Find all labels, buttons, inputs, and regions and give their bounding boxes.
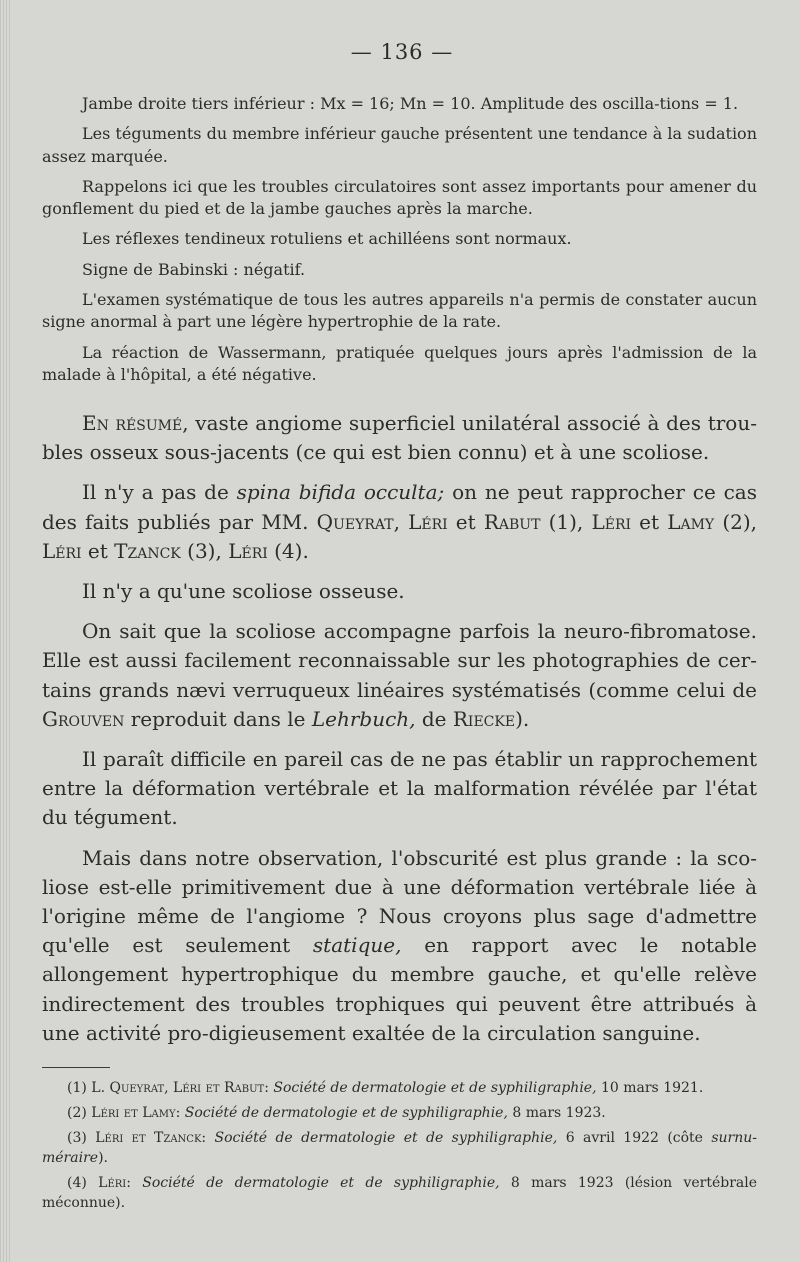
text-run: (2), [714,509,758,534]
page-number: — 136 — [350,40,454,64]
footnotes [42,1078,757,1218]
footnote-date: 8 mars 1923. [507,1105,606,1121]
footnote-number: (2) [67,1105,92,1121]
footnote-separator [42,1067,110,1068]
paragraph-oscillations: Jambe droite tiers inférieur : Mx = 16; Mn = 10. Amplitude des oscilla-tions = 1. [82,94,739,113]
italic-term: Lehrbuch, [311,706,416,731]
footnote-3 [42,1128,757,1168]
footnote-date: 8 mars 1923 (lésion vertébrale méconnue). [42,1175,758,1211]
text-run: on ne peut rapprocher ce cas des faits publiés par MM. [42,480,757,534]
document-page [42,0,757,1262]
text-run: (4). [267,538,309,563]
author-name: Léri [408,509,448,534]
paragraph-teguments: Les téguments du membre inférieur gauche présentent une tendance à la sudation assez marquée. [42,124,757,166]
footnote-number: (3) [67,1130,96,1146]
footnote-number: (1) [67,1080,92,1096]
footnote-authors: Léri [98,1175,127,1191]
text-run: (1), [540,509,592,534]
paragraph-examen: L'examen systématique de tous les autres appareils n'a permis de constater aucun signe anormal à part une légère hypertrophie de la rate. [42,290,757,332]
text-run: : [201,1130,215,1146]
author-name: Grouven [42,706,125,731]
footnote-number: (4) [67,1175,99,1191]
paragraph-scoliose: Il n'y a qu'une scoliose osseuse. [82,579,405,604]
text-run: , [393,509,409,534]
page-edge-texture [0,0,12,1262]
observation-notes [42,93,757,394]
text-run: : [264,1080,274,1096]
resume-lead: En résumé, [82,411,189,435]
author-name: Tzanck [114,538,181,563]
footnote-authors: Léri et Tzanck [95,1130,202,1146]
paragraph-wassermann: La réaction de Wassermann, pratiquée quelques jours après l'admission de la malade à l'hôpital, a été négative. [42,342,757,384]
text-run: Il n'y a pas de [82,480,237,505]
text-run: : [175,1105,185,1121]
text-run: (3), [180,538,229,563]
paragraph-resume [42,409,757,467]
paragraph-troubles-circulatoires: Rappelons ici que les troubles circulatoires sont assez importants pour amener du gonflement du pied et de la jambe gauches après la marche. [42,176,757,219]
footnote-date: 6 avril 1922 (côte [557,1130,712,1146]
author-name: Rabut [483,509,541,534]
text-run: ). [515,706,530,731]
author-name: Léri [228,538,268,563]
footnote-authors: L. Queyrat, Léri et Rabut [91,1080,265,1096]
text-run: : [126,1175,143,1191]
footnote-journal: Société de dermatologie et de syphiligraphie, [273,1080,597,1096]
text-run: reproduit dans le [124,706,312,731]
author-name: Léri [42,538,82,563]
footnote-journal: Société de dermatologie et de syphiligraphie, [184,1105,508,1121]
author-name: Lamy [667,509,715,534]
italic-term: surnu-méraire [42,1130,758,1166]
author-name: Riecke [452,706,516,731]
footnote-authors: Léri et Lamy [91,1105,176,1121]
paragraph-obscurite [42,844,757,1048]
text-run: ). [98,1150,108,1166]
footnote-4 [42,1173,757,1213]
text-run: en rapport avec le notable allongement hypertrophique du membre gauche, et qu'elle relève indirectement des troubles trophiques qui peuvent être attribués à une activité pro-digieusement exaltée de la circulation sanguine. [42,933,757,1045]
italic-term: statique, [312,933,402,958]
text-run: et [631,509,668,534]
text-run: On sait que la scoliose accompagne parfois la neuro-fibromatose. Elle est aussi facilement reconnaissable sur les photographies de cer-tains grands nævi verruqueux linéaires systématisés (comme celui de [42,619,757,702]
author-name: Queyrat [316,509,394,534]
author-name: Léri [591,509,632,534]
resume-text: vaste angiome superficiel unilatéral associé à des trou-bles osseux sous-jacents (ce qui est bien connu) et à une scoliose. [42,411,757,465]
text-run: de [415,706,453,731]
footnote-1 [42,1078,757,1098]
footnote-date: 10 mars 1921. [596,1080,704,1096]
paragraph-spina-bifida [42,478,757,566]
footnote-journal: Société de dermatologie et de syphiligraphie, [142,1175,500,1191]
text-run: et [447,509,484,534]
paragraph-neuro-fibromatose [42,617,757,734]
discussion-text [42,409,757,1059]
text-run: et [81,538,115,563]
italic-term: spina bifida occulta; [236,480,445,505]
footnote-2 [42,1103,757,1123]
paragraph-babinski: Signe de Babinski : négatif. [82,259,306,279]
paragraph-reflexes: Les réflexes tendineux rotuliens et achilléens sont normaux. [82,229,572,249]
paragraph-rapprochement: Il paraît difficile en pareil cas de ne pas établir un rapprochement entre la déformation vertébrale et la malformation révélée par l'état du tégument. [42,747,757,830]
footnote-journal: Société de dermatologie et de syphiligraphie, [214,1130,558,1146]
text-run: Mais dans notre observation, l'obscurité est plus grande : la sco-liose est-elle primitivement due à une déformation vertébrale liée à l'origine même de l'angiome ? Nous croyons plus sage d'admettre qu'elle est seulement [42,845,757,958]
